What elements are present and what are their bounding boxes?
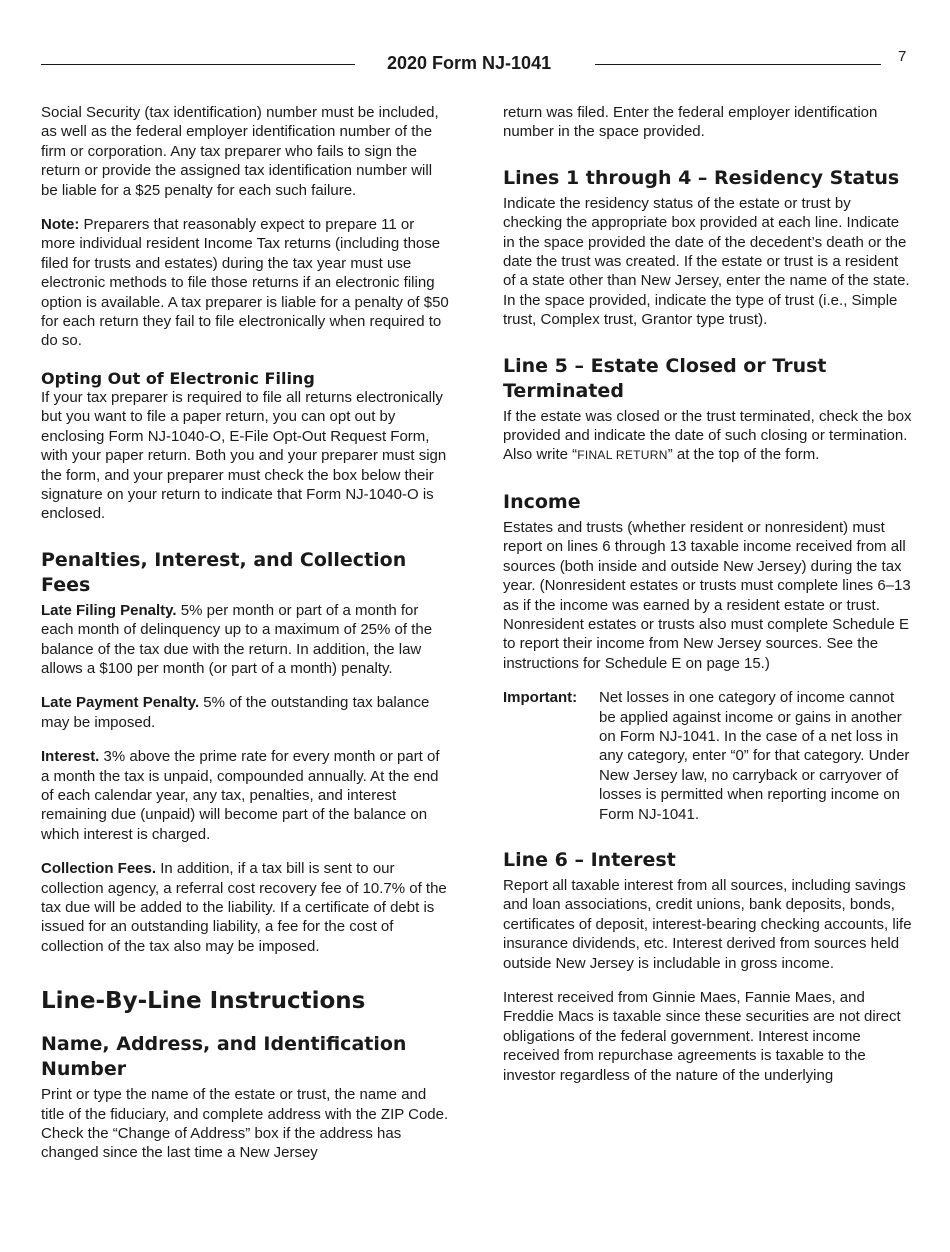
left-column xyxy=(41,103,451,1163)
name-address-heading: Name, Address, and Identification Number xyxy=(41,1033,407,1081)
header-rule-right xyxy=(595,64,881,65)
late-payment-label: Late Payment Penalty. xyxy=(41,694,200,712)
right-column xyxy=(503,103,913,1085)
income-paragraph: Estates and trusts (whether resident or nonresident) must report on lines 6 through 13 taxable income received from all sources (both inside and outside New Jersey) during the tax year. (Nonresident estates or trusts must complete lines 6–13 as if the income was earned by a resident estate or trust. Nonresident estates or trusts also must complete Schedule E to report their income from New Jersey sources. See the instructions for Schedule E on page 15.) xyxy=(503,518,911,672)
late-filing-text: 5% per month or part of a month for each month of delinquency up to a maximum of 25% of the balance of the tax due with the return. In addition, the law allows a $100 per month (or part of a month) penalty. xyxy=(41,601,433,677)
penalties-heading: Penalties, Interest, and Collection Fees xyxy=(41,548,407,596)
late-filing-label: Late Filing Penalty. xyxy=(41,601,177,619)
opt-out-heading: Opting Out of Electronic Filing xyxy=(41,368,315,388)
late-payment-text: 5% of the outstanding tax balance may be imposed. xyxy=(41,694,430,731)
late-payment-paragraph xyxy=(41,693,451,732)
line5-text-b: ” at the top of the form. xyxy=(667,446,820,464)
line5-text-a: If the estate was closed or the trust terminated, check the box provided and indicate the date of such closing or termination. Also write “ xyxy=(503,407,912,464)
income-heading: Income xyxy=(503,490,581,513)
collection-fees-paragraph xyxy=(41,859,451,956)
interest-label: Interest. xyxy=(41,748,100,766)
important-text: Net losses in one category of income cannot be applied against income or gains in another on Form NJ-1041. In the case of a net loss in any category, enter “0” for that category. Under New Jersey law, no carryback or carryover of losses is permitted when reporting income on Form NJ-1041. xyxy=(599,689,910,823)
header-rule-left xyxy=(41,64,355,65)
residency-heading: Lines 1 through 4 – Residency Status xyxy=(503,166,900,189)
interest-paragraph xyxy=(41,747,451,844)
name-address-paragraph: Print or type the name of the estate or trust, the name and title of the fiduciary, and complete address with the ZIP Code. Check the “Change of Address” box if the address has changed since the last time a New Jersey xyxy=(41,1086,449,1162)
return-filed-paragraph: return was filed. Enter the federal employer identification number in the space provided. xyxy=(503,104,878,141)
important-label: Important: xyxy=(503,689,578,707)
line-by-line-heading: Line-By-Line Instructions xyxy=(41,988,366,1015)
line5-heading: Line 5 – Estate Closed or Trust Terminated xyxy=(503,354,827,402)
page-title: 2020 Form NJ-1041 xyxy=(387,53,552,73)
page-header xyxy=(41,48,909,78)
opt-out-paragraph: If your tax preparer is required to file all returns electronically but you want to file a paper return, you can opt out by enclosing Form NJ-1040-O, E-File Opt-Out Request Form, with your paper return. Both you and your preparer must sign the form, and your preparer must check the box below their signature on your return to indicate that Form NJ-1040-O is enclosed. xyxy=(41,388,447,523)
line6-heading: Line 6 – Interest xyxy=(503,848,676,871)
late-filing-paragraph xyxy=(41,601,451,679)
interest-text: 3% above the prime rate for every month or part of a month the tax is unpaid, compounded annually. At the end of each calendar year, any tax, penalties, and interest remaining due (unpaid) will become part of the balance on which interest is charged. xyxy=(41,748,440,843)
collection-fees-text: In addition, if a tax bill is sent to our collection agency, a referral cost recovery fee of 10.7% of the tax due will be added to the liability. If a certificate of debt is issued for an outstanding liability, a fee for the cost of collection of the tax also may be imposed. xyxy=(41,860,447,955)
page-number: 7 xyxy=(898,48,907,65)
tax-id-paragraph: Social Security (tax identification) number must be included, as well as the federal employer identification number of the firm or corporation. Any tax preparer who fails to sign the return or provide the assigned tax identification number will be liable for a $25 penalty for each such failure. xyxy=(41,104,439,199)
note-text: Preparers that reasonably expect to prepare 11 or more individual resident Income Tax returns (including those filed for trusts and estates) during the tax year must use electronic methods to file those returns if an electronic filing option is available. A tax preparer is liable for a penalty of $50 for each return they fail to file electronically when required to do so. xyxy=(41,216,449,350)
ginnie-mae-paragraph: Interest received from Ginnie Maes, Fannie Maes, and Freddie Macs is taxable since these securities are not direct obligations of the federal government. Interest income received from repurchase agreements is taxable to the investor regardless of the nature of the underlying xyxy=(503,989,901,1084)
collection-fees-label: Collection Fees. xyxy=(41,860,157,878)
line6-paragraph: Report all taxable interest from all sources, including savings and loan associations, credit unions, bank deposits, bonds, certificates of deposit, interest-bearing checking accounts, life insurance dividends, etc. Interest derived from sources held outside New Jersey is includable in gross income. xyxy=(503,876,912,972)
residency-paragraph: Indicate the residency status of the estate or trust by checking the appropriate box provided at each line. Indicate in the space provided the date of the decedent’s death or the date the trust was created. If the estate or trust is a resident of a state other than New Jersey, enter the name of the state. In the space provided, indicate the type of trust (i.e., Simple trust, Complex trust, Grantor type trust). xyxy=(503,194,910,329)
line5-paragraph xyxy=(503,407,913,466)
important-note xyxy=(503,688,913,824)
note-paragraph xyxy=(41,215,451,351)
final-return-text: FINAL RETURN xyxy=(577,448,668,463)
note-label: Note: xyxy=(41,216,80,234)
